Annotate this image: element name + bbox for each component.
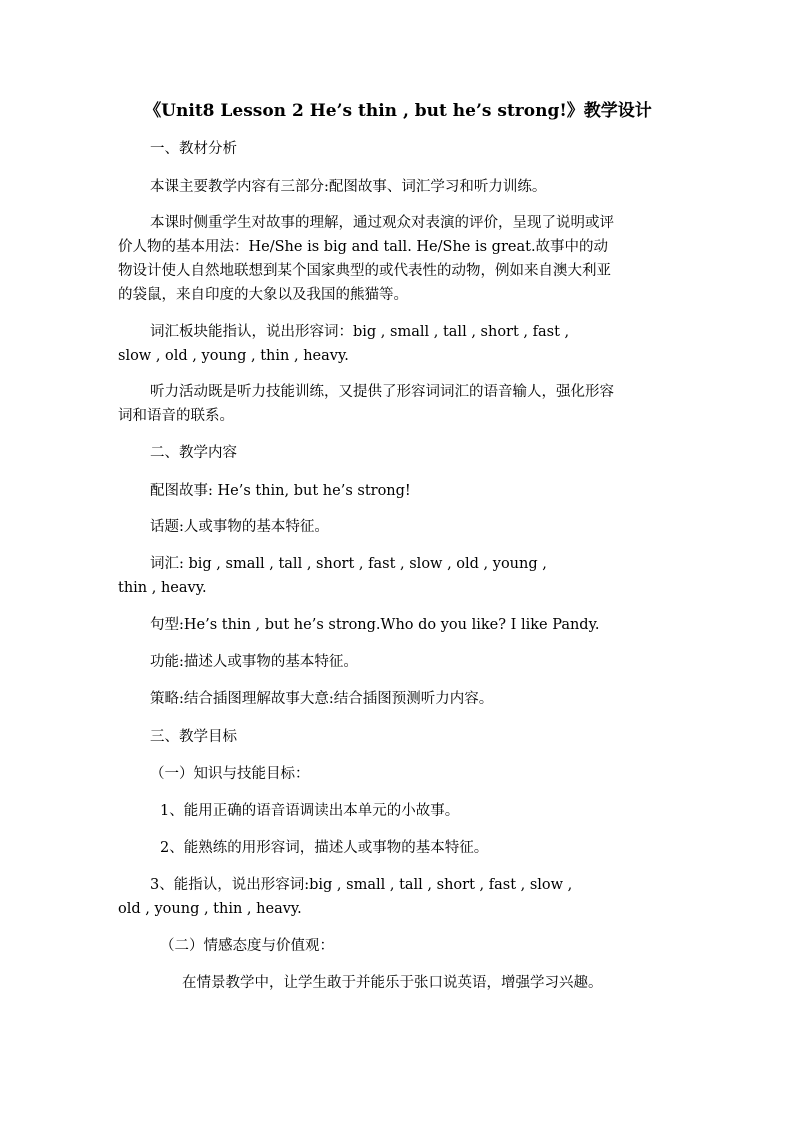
paragraph-content-overview: 本课主要教学内容有三部分:配图故事、词汇学习和听力训练。 — [150, 179, 547, 195]
paragraph-line: slow , old , young , thin , heavy. — [118, 348, 349, 364]
item-picture-story: 配图故事: He’s thin, but he’s strong! — [150, 483, 411, 499]
section-heading-textbook-analysis: 一、教材分析 — [150, 141, 237, 157]
paragraph-lesson-focus — [118, 211, 678, 307]
paragraph-line: 价人物的基本用法：He/She is big and tall. He/She is great.故事中的动 — [118, 239, 609, 255]
paragraph-line: old , young , thin , heavy. — [118, 901, 302, 917]
item-vocabulary — [118, 552, 678, 600]
paragraph-line: 物设计使人自然地联想到某个国家典型的或代表性的动物，例如来自澳大利亚 — [118, 263, 611, 279]
paragraph-emotion-goal: 在情景教学中，让学生敢于并能乐于张口说英语，增强学习兴趣。 — [182, 975, 603, 991]
paragraph-line: 3、能指认，说出形容词:big , small , tall , short , fast , slow , — [150, 877, 573, 893]
objective-item-1: 1、能用正确的语音语调读出本单元的小故事。 — [160, 803, 460, 819]
objective-item-3 — [118, 873, 678, 921]
paragraph-line: 词汇: big , small , tall , short , fast , slow , old , young , — [150, 556, 547, 572]
paragraph-line: 词汇板块能指认，说出形容词：big , small , tall , short , fast , — [150, 324, 570, 340]
item-sentence-pattern: 句型:He’s thin , but he’s strong.Who do you like? I like Pandy. — [150, 617, 600, 633]
subheading-emotion-values: （二）情感态度与价值观： — [160, 938, 334, 954]
section-heading-teaching-objectives: 三、教学目标 — [150, 729, 237, 745]
paragraph-line: 本课时侧重学生对故事的理解，通过观众对表演的评价，呈现了说明或评 — [150, 215, 614, 231]
paragraph-line: thin , heavy. — [118, 580, 207, 596]
document-title: 《Unit8 Lesson 2 He’s thin , but he’s strong!》教学设计 — [144, 101, 652, 121]
item-strategy: 策略:结合插图理解故事大意:结合插图预测听力内容。 — [150, 691, 494, 707]
paragraph-listening-activity — [118, 380, 678, 428]
paragraph-vocabulary-block — [118, 320, 678, 368]
objective-item-2: 2、能熟练的用形容词，描述人或事物的基本特征。 — [160, 840, 489, 856]
item-topic: 话题:人或事物的基本特征。 — [150, 519, 329, 535]
paragraph-line: 词和语音的联系。 — [118, 408, 234, 424]
item-function: 功能:描述人或事物的基本特征。 — [150, 654, 358, 670]
paragraph-line: 听力活动既是听力技能训练，又提供了形容词词汇的语音输人，强化形容 — [150, 384, 614, 400]
subheading-knowledge-skills: （一）知识与技能目标： — [150, 766, 310, 782]
paragraph-line: 的袋鼠，来自印度的大象以及我国的熊猫等。 — [118, 287, 408, 303]
section-heading-teaching-content: 二、教学内容 — [150, 445, 237, 461]
